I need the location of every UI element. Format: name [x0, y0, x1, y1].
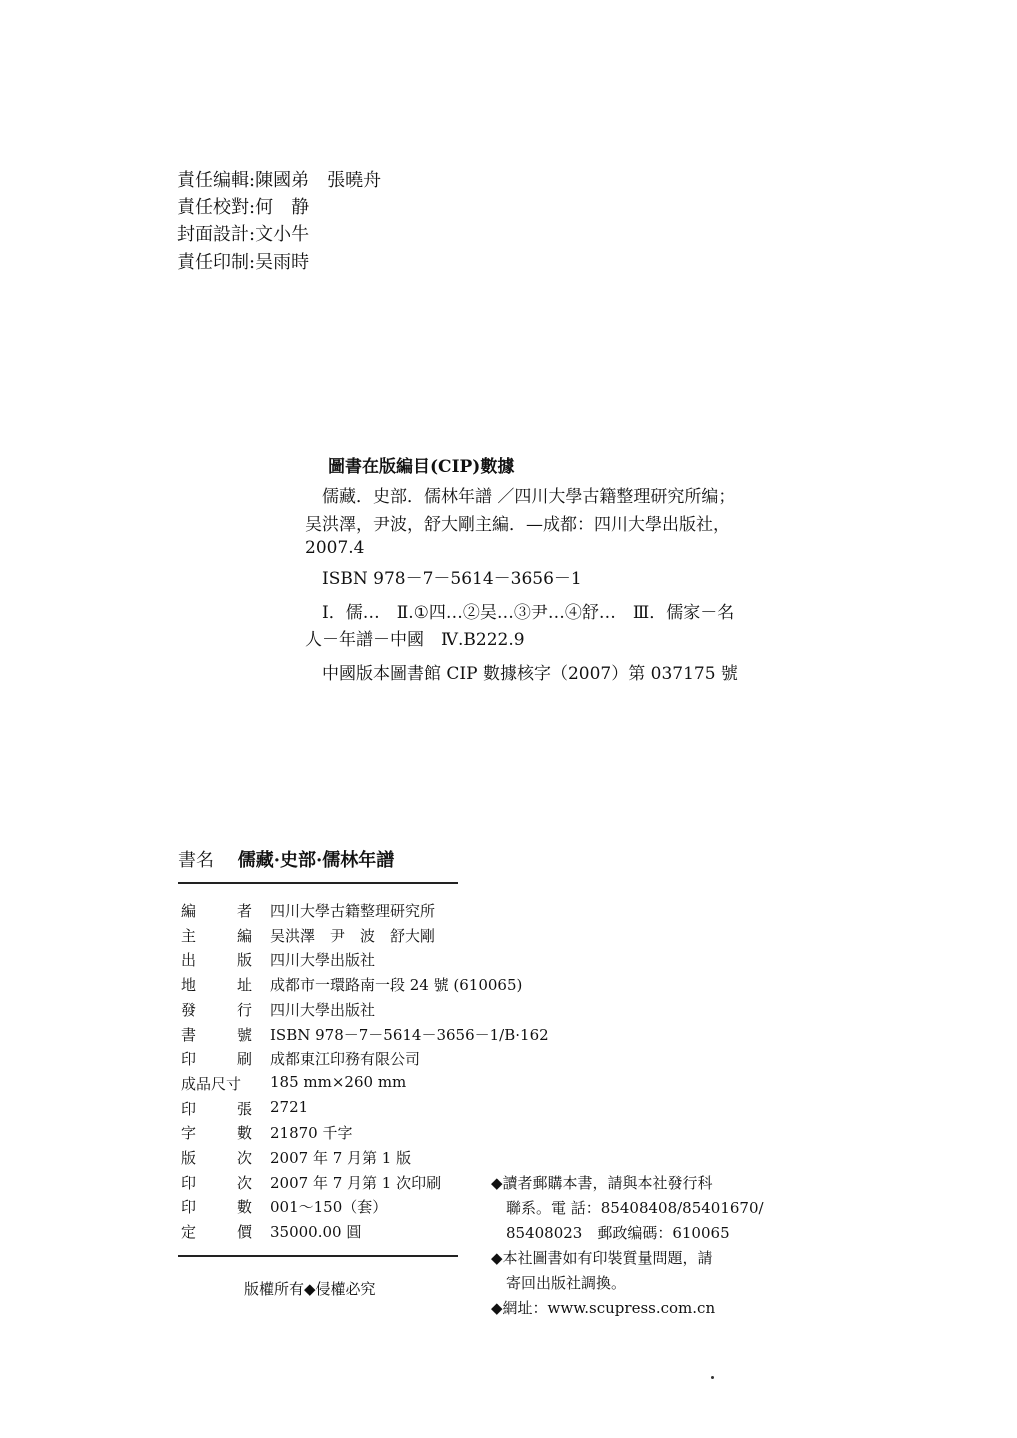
- colophon-row: [181, 1122, 581, 1144]
- note-line: 寄回出版社調換。: [491, 1274, 627, 1292]
- divider: [178, 882, 458, 884]
- colophon-row: [181, 1024, 581, 1046]
- colophon-row: [181, 1098, 581, 1120]
- speck: [711, 1376, 714, 1379]
- cip-line: ISBN 978－7－5614－3656－1: [305, 569, 582, 589]
- colophon-row: [181, 1048, 581, 1070]
- row-label: 字: [181, 1124, 197, 1143]
- row-label: 出: [181, 951, 197, 970]
- row-label: 者: [237, 902, 253, 920]
- row-value: 四川大學出版社: [270, 951, 376, 970]
- divider: [178, 1255, 458, 1257]
- row-value: 35000.00 圓: [270, 1223, 362, 1242]
- cip-line: 人－年譜－中國 Ⅳ.B222.9: [305, 630, 525, 650]
- credit-value: 陳國弟 張曉舟: [255, 170, 382, 191]
- row-value: 185 mm×260 mm: [270, 1072, 407, 1091]
- row-label: 刷: [237, 1050, 253, 1069]
- book-title-label: 書名: [178, 850, 214, 871]
- row-value: 成都東江印務有限公司: [270, 1050, 421, 1069]
- row-label: 張: [237, 1099, 253, 1118]
- cip-line: 吴洪澤，尹波，舒大剛主編．—成都：四川大學出版社，: [305, 515, 730, 535]
- colophon-row: [181, 949, 581, 971]
- row-value: 2007 年 7 月第 1 版: [270, 1149, 412, 1167]
- row-value: 2007 年 7 月第 1 次印刷: [270, 1173, 442, 1192]
- row-label: 印: [181, 1099, 197, 1118]
- row-label: 印: [181, 1198, 197, 1217]
- row-label: 編: [237, 926, 253, 945]
- row-label: 址: [237, 976, 253, 995]
- note-line: ◆讀者郵購本書，請與本社發行科: [491, 1174, 713, 1192]
- row-label: 版: [181, 1149, 197, 1167]
- row-value: 四川大學出版社: [270, 1000, 376, 1019]
- row-label: 印: [181, 1173, 197, 1192]
- cip-line: Ⅰ．儒… Ⅱ.①四…②吴…③尹…④舒… Ⅲ．儒家－名: [305, 603, 735, 623]
- row-label: 發: [181, 1000, 197, 1019]
- credit-value: 文小牛: [255, 224, 310, 245]
- row-label: 定: [181, 1223, 197, 1242]
- row-value: 001～150（套）: [270, 1198, 388, 1217]
- colophon-row: [181, 1073, 581, 1095]
- row-value: 成都市一環路南一段 24 號 (610065): [270, 976, 523, 995]
- credit-line: [177, 166, 381, 192]
- credit-value: 何 静: [255, 197, 310, 218]
- cip-title: 圖書在版編目(CIP)數據: [328, 457, 515, 477]
- row-label: 數: [237, 1198, 253, 1217]
- colophon-row: [181, 900, 581, 922]
- credit-line: [177, 193, 309, 219]
- credit-label: 責任校對:: [177, 197, 256, 218]
- note-line: ◆網址：www.scupress.com.cn: [491, 1299, 716, 1317]
- row-label: 編: [181, 902, 197, 920]
- credit-label: 責任印制:: [177, 252, 256, 273]
- credit-label: 封面設計:: [177, 224, 256, 245]
- row-value: 四川大學古籍整理研究所: [270, 902, 436, 920]
- cip-line: 儒藏．史部．儒林年譜 ／四川大學古籍整理研究所编；: [305, 487, 736, 507]
- copyright-notice: 版權所有◆侵權必究: [244, 1280, 376, 1298]
- note-line: ◆本社圖書如有印裝質量問題，請: [491, 1249, 713, 1267]
- colophon-row: [181, 1147, 581, 1169]
- row-label: 號: [237, 1025, 253, 1044]
- colophon-row: [181, 999, 581, 1021]
- row-label: 行: [237, 1000, 253, 1019]
- row-label: 次: [237, 1149, 253, 1167]
- credit-label: 責任编輯:: [177, 170, 256, 191]
- credit-value: 吴雨時: [255, 252, 310, 273]
- credit-line: [177, 220, 309, 246]
- row-value: 21870 千字: [270, 1124, 353, 1143]
- cip-line: 中國版本圖書館 CIP 數據核字（2007）第 037175 號: [305, 664, 738, 684]
- book-title: 儒藏·史部·儒林年譜: [237, 850, 395, 871]
- cip-line: 2007.4: [305, 538, 365, 558]
- row-label: 版: [237, 951, 253, 970]
- row-label: 主: [181, 926, 197, 945]
- row-label: 次: [237, 1173, 253, 1192]
- note-line: 聯系。電 話：85408408/85401670/: [491, 1199, 764, 1217]
- row-label: 成品尺寸: [181, 1074, 242, 1093]
- row-label: 數: [237, 1124, 253, 1143]
- row-value: 2721: [270, 1097, 309, 1116]
- row-label: 書: [181, 1025, 197, 1044]
- credit-line: [177, 248, 309, 274]
- note-line: 85408023 郵政编碼：610065: [491, 1224, 730, 1242]
- row-label: 地: [181, 976, 197, 995]
- book-title-line: [178, 846, 394, 872]
- row-value: ISBN 978－7－5614－3656－1/B·162: [270, 1025, 549, 1044]
- row-label: 印: [181, 1050, 197, 1069]
- colophon-row: [181, 925, 581, 947]
- colophon-row: [181, 974, 581, 996]
- row-label: 價: [237, 1223, 253, 1242]
- row-value: 吴洪澤 尹 波 舒大剛: [270, 926, 436, 945]
